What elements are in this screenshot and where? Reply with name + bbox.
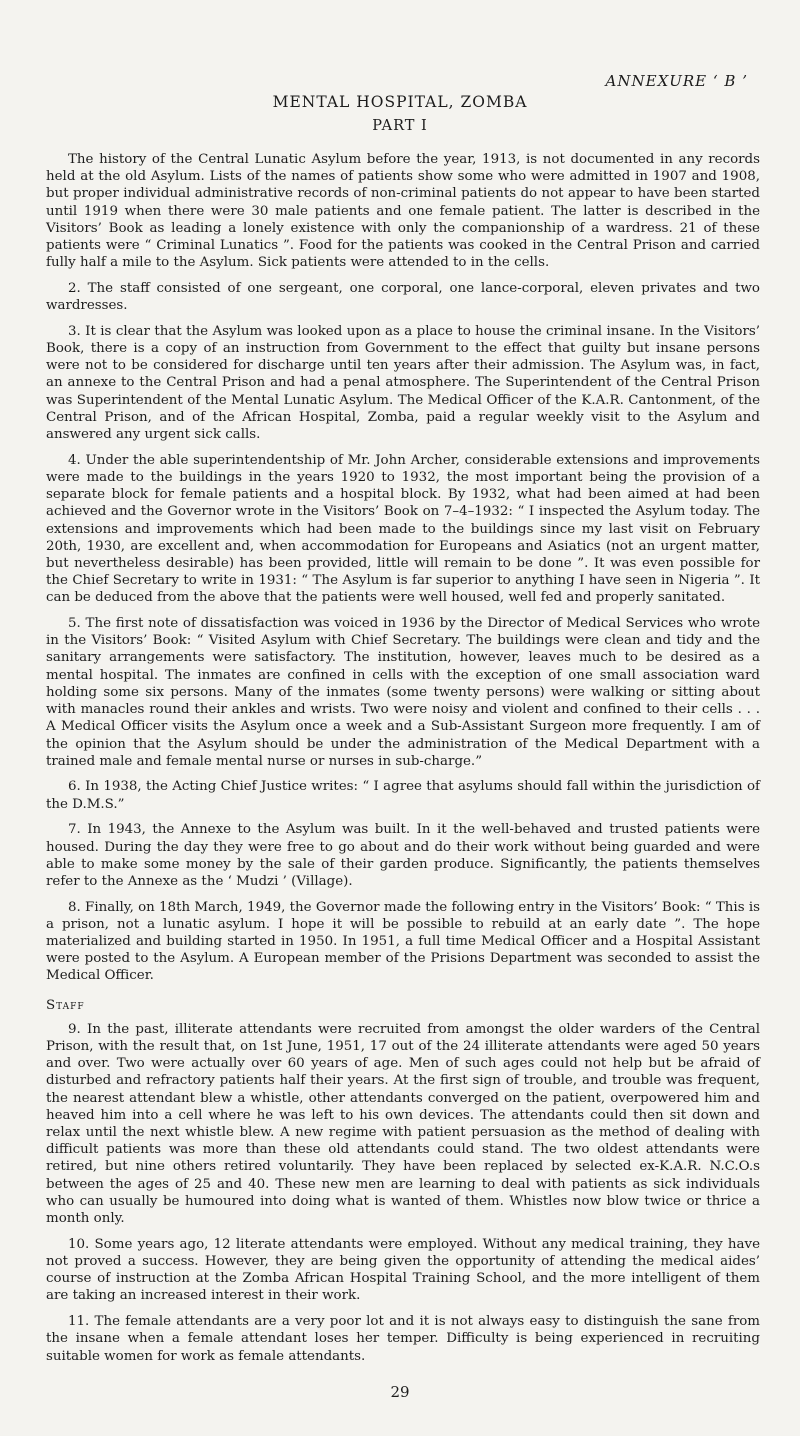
part-heading: PART I xyxy=(372,118,428,134)
paragraph-4: 4. Under the able superintendentship of Mr. John Archer, considerable extensions and improvements were made to the buildings in the years 1920 to 1932, the most important being the provision of a separate block for female patients and a hospital block. By 1932, what had been aimed at had been achieved and the Governor wrote in the Visitors’ Book on 7–4–1932: “ I inspected the Asylum today. The extensions and improvements which had been made to the buildings since my last visit on February 20th, 1930, are excellent and, when accommodation for Europeans and Asiatics (not an urgent matter, but nevertheless desirable) has been provided, little will remain to be done ”. It was even possible for the Chief Secretary to write in 1931: “ The Asylum is far superior to anything I have seen in Nigeria ”. It can be deduced from the above that the patients were well housed, well fed and properly sanitated. xyxy=(46,452,760,606)
annexure-label: ANNEXURE ‘ B ’ xyxy=(605,72,748,90)
document-title: MENTAL HOSPITAL, ZOMBA xyxy=(272,93,528,111)
paragraph-7: 7. In 1943, the Annexe to the Asylum was built. In it the well-behaved and trusted patients were housed. During the day they were free to go about and do their work without being guarded and were able to make some money by the sale of their garden produce. Significantly, the patients themselves refer to the Annexe as the ‘ Mudzi ’ (Village). xyxy=(46,822,760,889)
paragraph-11: 11. The female attendants are a very poor lot and it is not always easy to distinguish the sane from the insane when a female attendant loses her temper. Difficulty is being experienced in recruiting suitable women for work as female attendants. xyxy=(46,1314,760,1364)
paragraph-8: 8. Finally, on 18th March, 1949, the Governor made the following entry in the Visitors’ Book: “ This is a prison, not a lunatic asylum. I hope it will be possible to rebuild at an early date ”. The hope materialized and building started in 1950. In 1951, a full time Medical Officer and a Hospital Assistant were posted to the Asylum. A European member of the Prisions Department was seconded to assist the Medical Officer. xyxy=(46,899,760,984)
paragraph-1: The history of the Central Lunatic Asylum before the year, 1913, is not documented in any records held at the old Asylum. Lists of the names of patients show some who were admitted in 1907 and 1908, but proper individual administrative records of non-criminal patients do not appear to have been started until 1919 when there were 30 male patients and one female patient. The latter is described in the Visitors’ Book as leading a lonely existence with only the companionship of a wardress. 21 of these patients were “ Criminal Lunatics ”. Food for the patients was cooked in the Central Prison and carried fully half a mile to the Asylum. Sick patients were attended to in the cells. xyxy=(46,152,760,271)
paragraph-5: 5. The first note of dissatisfaction was voiced in 1936 by the Director of Medical Services who wrote in the Visitors’ Book: “ Visited Asylum with Chief Secretary. The buildings were clean and tidy and the sanitary arrangements were satisfactory. The institution, however, leaves much to be desired as a mental hospital. The inmates are confined in cells with the exception of one small association ward holding some six persons. Many of the inmates (some twenty persons) were walking or sitting about with manacles round their ankles and wrists. Two were noisy and violent and confined to their cells . . . A Medical Officer visits the Asylum once a week and a Sub-Assistant Surgeon more frequently. I am of the opinion that the Asylum should be under the administration of the Medical Department with a trained male and female mental nurse or nurses in sub-charge.” xyxy=(46,616,760,769)
paragraph-2: 2. The staff consisted of one sergeant, one corporal, one lance-corporal, eleven privates and two wardresses. xyxy=(46,280,760,314)
paragraph-3: 3. It is clear that the Asylum was looked upon as a place to house the criminal insane. In the Visitors’ Book, there is a copy of an instruction from Government to the effect that guilty but insane persons were not to be considered for discharge until ten years after their admission. The Asylum was, in fact, an annexe to the Central Prison and had a penal atmosphere. The Superintendent of the Central Prison was Superintendent of the Mental Lunatic Asylum. The Medical Officer of the K.A.R. Cantonment, of the Central Prison, and of the African Hospital, Zomba, paid a regular weekly visit to the Asylum and answered any urgent sick calls. xyxy=(46,323,760,443)
paragraph-9: 9. In the past, illiterate attendants were recruited from amongst the older warders of the Central Prison, with the result that, on 1st June, 1951, 17 out of the 24 illiterate attendants were aged 50 years and over. Two were actually over 60 years of age. Men of such ages could not help but be afraid of disturbed and refractory patients half their years. At the first sign of trouble, and trouble was frequent, the nearest attendant blew a whistle, other attendants converged on the patient, overpowered him and heaved him into a cell where he was left to his own devices. The attendants could then sit down and relax until the next whistle blew. A new regime with patient persuasion as the method of dealing with difficult patients was more than these old attendants could stand. The two oldest attendants were retired, but nine others retired voluntarily. They have been replaced by selected ex-K.A.R. N.C.O.s between the ages of 25 and 40. These new men are learning to deal with patients as sick individuals who can usually be humoured into doing what is wanted of them. Whistles now blow twice or thrice a month only. xyxy=(46,1021,760,1227)
document-body xyxy=(46,151,760,1373)
page-number: 29 xyxy=(390,1383,410,1401)
staff-heading: Staff xyxy=(46,997,85,1013)
paragraph-10: 10. Some years ago, 12 literate attendants were employed. Without any medical training, they have not proved a success. However, they are being given the opportunity of attending the medical aides’ course of instruction at the Zomba African Hospital Training School, and the more intelligent of them are taking an increased interest in their work. xyxy=(46,1236,760,1304)
paragraph-6: 6. In 1938, the Acting Chief Justice writes: “ I agree that asylums should fall within the jurisdiction of the D.M.S.” xyxy=(46,779,760,812)
